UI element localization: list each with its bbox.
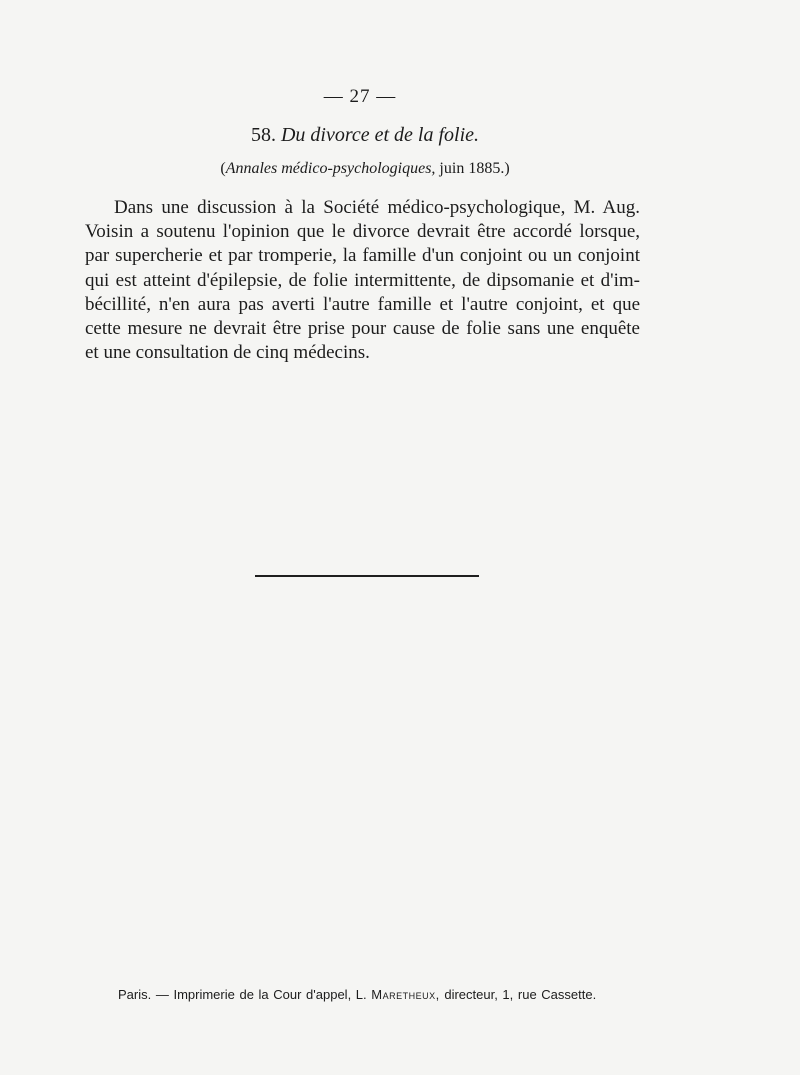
- imprint-suffix: directeur, 1, rue Cassette.: [444, 987, 597, 1002]
- entry-heading: [0, 124, 730, 147]
- entry-title: Du divorce et de la folie.: [280, 124, 480, 146]
- body-line: Dans une discussion à la Société médico-psychologique, M. Aug.: [114, 197, 640, 218]
- source-journal: Annales médico-psychologiques,: [225, 160, 436, 177]
- page-number: — 27 —: [323, 86, 397, 107]
- source-date: juin 1885.): [439, 160, 510, 177]
- body-paragraph: [85, 196, 640, 365]
- source-citation: [0, 160, 730, 178]
- body-line: et une consultation de cinq médecins.: [85, 342, 370, 364]
- imprint-printer-name: Maretheux,: [371, 987, 440, 1002]
- source-open-paren: (: [220, 160, 226, 177]
- body-line: par supercherie et par tromperie, la famille d'un conjoint ou un conjoint: [85, 245, 640, 267]
- divider-rule: [255, 575, 479, 577]
- body-line: bécillité, n'en aura pas averti l'autre famille et l'autre conjoint, et que: [85, 293, 640, 315]
- body-line: qui est atteint d'épilepsie, de folie intermittente, de dipsomanie et d'im-: [85, 269, 640, 291]
- entry-number: 58.: [250, 124, 276, 146]
- body-line: Voisin a soutenu l'opinion que le divorce devrait être accordé lorsque,: [85, 221, 640, 243]
- body-line: cette mesure ne devrait être prise pour cause de folie sans une enquête: [85, 318, 640, 340]
- imprint-prefix: Paris. — Imprimerie de la Cour d'appel, L.: [118, 987, 367, 1002]
- printer-imprint: [118, 987, 638, 1002]
